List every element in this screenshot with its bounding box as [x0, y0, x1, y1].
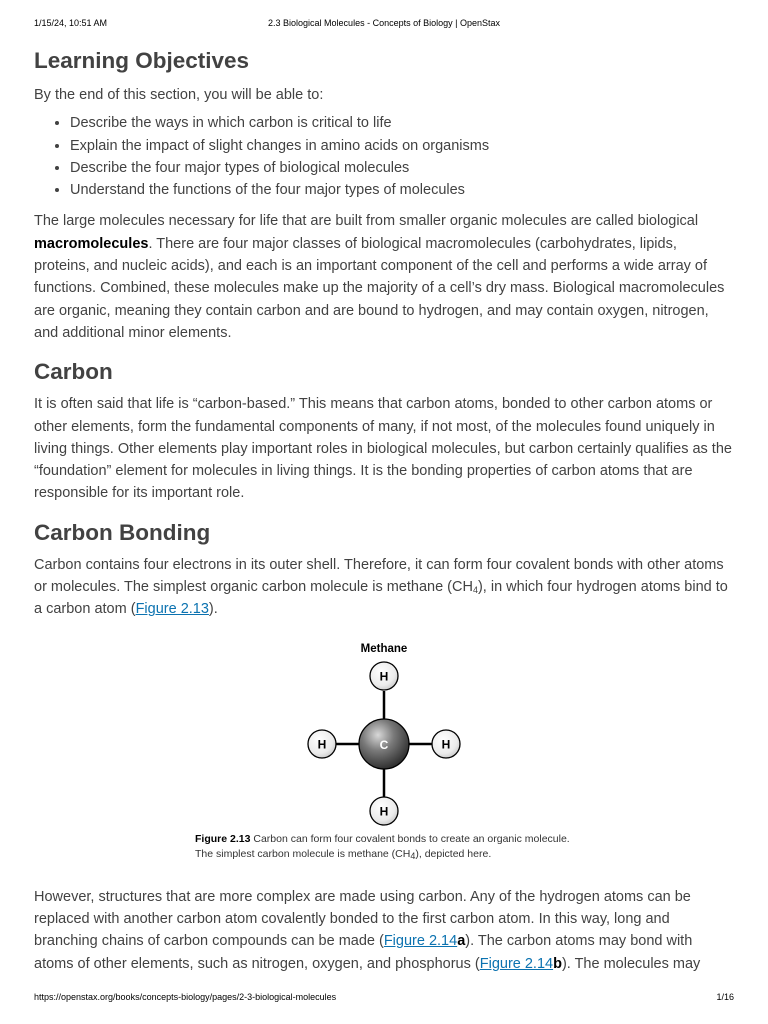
svg-text:H: H	[379, 669, 389, 684]
methane-diagram	[300, 661, 468, 827]
hydrogen-atom-top	[370, 662, 398, 690]
svg-text:C: C	[379, 737, 389, 752]
carbon-bonding-paragraph: Carbon contains four electrons in its outer shell. Therefore, it can form four covalent bonds with other atoms or molecules. The simplest organic carbon molecule is methane $(CH_4)$, in which four hydrogen atoms bind to a carbon atom (Figure 2.13).	[34, 556, 728, 618]
figure-2-13-link[interactable]: Figure 2.13	[135, 601, 209, 618]
learning-objectives-intro: By the end of this section, you will be able to:	[34, 87, 324, 103]
carbon-atom	[359, 719, 409, 769]
intro-paragraph: The large molecules necessary for life that are built from smaller organic molecules are called biological macromolecules. There are four major classes of biological macromolecules (carbohydrates, lipids, proteins, and nucleic acids), and each is an important component of the cell and performs a wide array of functions. Combined, these molecules make up the majority of a cell’s dry mass. Biological macromolecules are organic, meaning they contain carbon and are bound to hydrogen, and may contain oxygen, nitrogen, and additional minor elements.	[34, 213, 725, 341]
carbon-paragraph: It is often said that life is “carbon-based.” This means that carbon atoms, bonded to other carbon atoms or other elements, form the fundamental components of many, if not most, of the molecules found uniquely in living things. Other elements play important roles in biological molecules, but carbon certainly qualifies as the “foundation” element for molecules in living things. It is the bonding properties of carbon atoms that are responsible for its important role.	[34, 396, 732, 502]
print-header	[34, 18, 734, 32]
macromolecules-term: macromolecules	[34, 235, 149, 252]
print-page-number: 1/16	[716, 992, 734, 1002]
svg-text:H: H	[441, 737, 451, 752]
print-footer	[34, 992, 734, 1006]
objective-item: • Understand the functions of the four major types of molecules	[70, 179, 734, 201]
figure-2-13	[34, 643, 734, 875]
print-page-title: 2.3 Biological Molecules - Concepts of Biology | OpenStax	[268, 18, 500, 28]
article-content	[34, 44, 734, 975]
objective-item: • Describe the ways in which carbon is critical to life	[70, 112, 734, 134]
print-url: https://openstax.org/books/concepts-biology/pages/2-3-biological-molecules	[34, 992, 337, 1002]
figure-label: Methane	[360, 642, 408, 655]
objective-item: • Explain the impact of slight changes in amino acids on organisms	[70, 135, 734, 157]
figure-number: Figure 2.13	[195, 832, 251, 845]
hydrogen-atom-bottom	[370, 797, 398, 825]
svg-text:H: H	[379, 804, 389, 819]
print-datetime: 1/15/24, 10:51 AM	[34, 18, 108, 28]
hydrogen-atom-left	[308, 730, 336, 758]
figure-2-14a-link[interactable]: Figure 2.14	[383, 933, 458, 950]
carbon-bonding-heading: Carbon Bonding	[34, 519, 211, 545]
closing-paragraph: However, structures that are more complex are made using carbon. Any of the hydrogen atoms can be replaced with another carbon atom covalently bonded to the first carbon atom. In this way, long and branching chains of carbon compounds can be made (Figure 2.14a). The carbon atoms may bond with atoms of other elements, such as nitrogen, oxygen, and phosphorus (Figure 2.14b). The molecules may	[34, 888, 701, 972]
learning-objectives-heading: Learning Objectives	[34, 48, 250, 73]
hydrogen-atom-right	[432, 730, 460, 758]
svg-text:H: H	[317, 737, 327, 752]
carbon-heading: Carbon	[34, 359, 113, 385]
figure-caption: Figure 2.13 Carbon can form four covalent bonds to create an organic molecule. The simplest carbon molecule is methane $(CH_4)$, depicted here.	[195, 832, 570, 862]
figure-2-14b-link[interactable]: Figure 2.14	[479, 955, 554, 972]
objective-item: • Describe the four major types of biological molecules	[70, 157, 734, 179]
learning-objectives-list	[34, 112, 734, 201]
